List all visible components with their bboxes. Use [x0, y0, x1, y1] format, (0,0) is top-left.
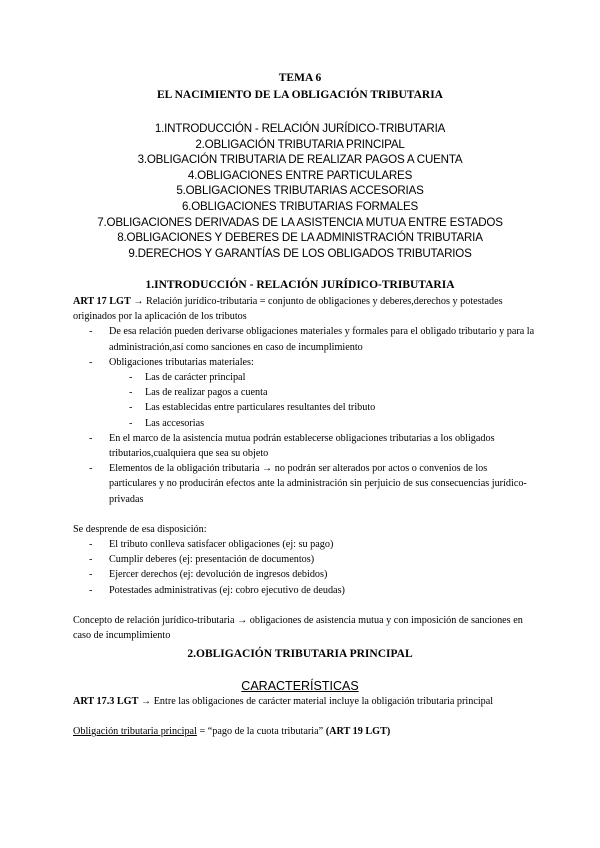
toc-item: 2.OBLIGACIÓN TRIBUTARIA PRINCIPAL — [195, 137, 405, 151]
table-of-contents — [0, 121, 600, 261]
bullet-dash: - — [129, 402, 133, 414]
art-17-paragraph — [73, 294, 535, 324]
bullet-dash: - — [89, 554, 93, 566]
list-item: - Obligaciones tributarias materiales: — [73, 355, 535, 370]
bullet-dash: - — [89, 584, 93, 596]
sub-list-item: - Las de realizar pagos a cuenta — [73, 385, 535, 400]
art-17-3-paragraph — [73, 694, 535, 709]
toc-item: 3.OBLIGACIÓN TRIBUTARIA DE REALIZAR PAGOS A CUENTA — [137, 153, 463, 167]
concepto-paragraph: Concepto de relación jurídico-tributaria → obligaciones de asistencia mutua y con imposición de sanciones en caso de incumplimiento — [73, 614, 523, 642]
bullet-dash: - — [89, 356, 93, 368]
definition-label: Obligación tributaria principal — [73, 726, 197, 738]
bullet-dash: - — [89, 539, 93, 551]
definition-text: = “pago de la cuota tributaria” — [196, 726, 326, 738]
list-item: - Cumplir deberes (ej: presentación de documentos) — [73, 552, 535, 567]
definition-paragraph — [73, 724, 535, 739]
bullet-dash: - — [129, 417, 133, 429]
caracteristicas-heading: CARACTERÍSTICAS — [241, 679, 359, 693]
list-item: - Elementos de la obligación tributaria → no podrán ser alterados por actos o convenios de los particulares y no producirán efectos ante la administración sin perjuicio de sus consecuencias jurídico-privadas — [89, 463, 527, 505]
sub-list-item: - Las de carácter principal — [73, 370, 535, 385]
toc-item: 8.OBLIGACIONES Y DEBERES DE LA ADMINISTRACIÓN TRIBUTARIA — [117, 231, 483, 245]
list-item: - En el marco de la asistencia mutua podrán establecerse obligaciones tributarias a los obligados tributarios,cualquiera que sea su objeto — [89, 432, 495, 460]
bullet-dash: - — [89, 463, 93, 475]
toc-item: 9.DERECHOS Y GARANTÍAS DE LOS OBLIGADOS TRIBUTARIOS — [128, 246, 472, 260]
list-item: - Ejercer derechos (ej: devolución de ingresos debidos) — [73, 567, 535, 582]
art-17-3-text: → Entre las obligaciones de carácter material incluye la obligación tributaria principal — [138, 696, 494, 707]
toc-item: 1.INTRODUCCIÓN - RELACIÓN JURÍDICO-TRIBUTARIA — [154, 122, 446, 135]
bullet-dash: - — [129, 387, 133, 399]
bullet-dash: - — [89, 432, 93, 444]
sub-list-item: - Las accesorias — [73, 416, 535, 431]
bullet-dash: - — [129, 372, 133, 384]
tema-number: TEMA 6 — [278, 72, 322, 84]
section-2-heading: 2.OBLIGACIÓN TRIBUTARIA PRINCIPAL — [187, 648, 413, 660]
desprende-intro: Se desprende de esa disposición: — [73, 523, 207, 535]
art-17-text: → Relación jurídico-tributaria = conjunto de obligaciones y deberes,derechos y potestades originados por la aplicación de los tributos — [73, 296, 503, 323]
toc-item: 7.OBLIGACIONES DERIVADAS DE LA ASISTENCIA MUTUA ENTRE ESTADOS — [97, 215, 503, 229]
bullet-dash: - — [89, 569, 93, 581]
list-item: - De esa relación pueden derivarse obligaciones materiales y formales para el obligado tributario y para la administración,así como sanciones en caso de incumplimiento — [89, 326, 535, 353]
section-1-heading: 1.INTRODUCCIÓN - RELACIÓN JURÍDICO-TRIBUTARIA — [145, 279, 455, 291]
art-17-label: ART 17 LGT — [73, 296, 131, 307]
bullet-dash: - — [89, 326, 93, 338]
definition-ref: (ART 19 LGT) — [325, 726, 391, 738]
section-2-body — [73, 694, 535, 739]
document-title: EL NACIMIENTO DE LA OBLIGACIÓN TRIBUTARIA — [157, 89, 443, 101]
sub-list-item: - Las establecidas entre particulares resultantes del tributo — [73, 400, 535, 415]
art-17-3-label: ART 17.3 LGT — [73, 696, 139, 707]
toc-item: 4.OBLIGACIONES ENTRE PARTICULARES — [187, 168, 413, 182]
toc-item: 6.OBLIGACIONES TRIBUTARIAS FORMALES — [181, 199, 419, 213]
section-1-body — [73, 294, 535, 643]
toc-item: 5.OBLIGACIONES TRIBUTARIAS ACCESORIAS — [176, 184, 424, 198]
list-item: - El tributo conlleva satisfacer obligaciones (ej: su pago) — [73, 537, 535, 552]
list-item: - Potestades administrativas (ej: cobro ejecutivo de deudas) — [73, 583, 535, 598]
